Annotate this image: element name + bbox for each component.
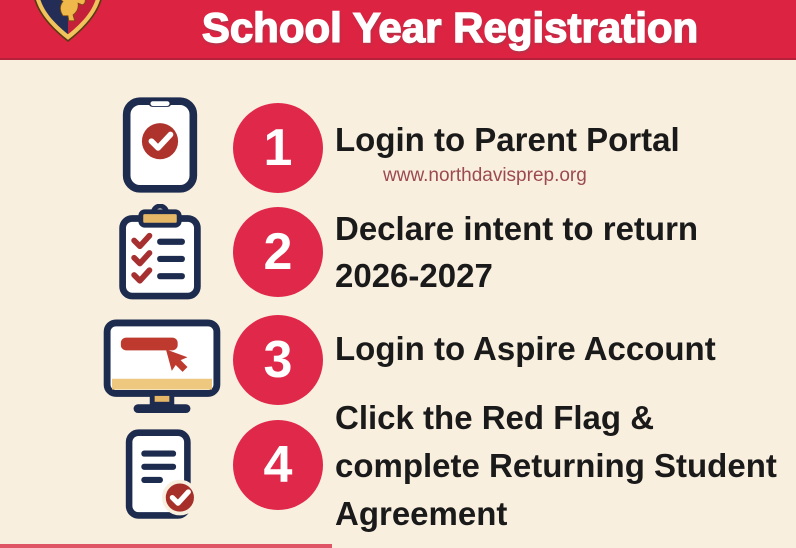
- step-4-line: complete Returning Student: [335, 447, 777, 484]
- step-2-text: [335, 205, 698, 299]
- school-crest-logo-icon: [26, 0, 110, 56]
- step-4-number-badge: [233, 420, 323, 510]
- step-4-text: [335, 394, 777, 538]
- step-3-number: 3: [263, 331, 293, 389]
- step-3-text: [335, 325, 716, 372]
- step-3-number-badge: [233, 315, 323, 405]
- monitor-click-icon: [100, 318, 224, 416]
- step-1-number: 1: [263, 119, 293, 177]
- clipboard-checklist-icon: [114, 204, 206, 300]
- step-1-url: www.northdavisprep.org: [383, 165, 587, 186]
- step-2-line: Declare intent to return: [335, 210, 699, 247]
- header-banner: [0, 0, 796, 60]
- step-4-number: 4: [263, 436, 293, 494]
- bottom-accent-strip: [0, 544, 332, 548]
- step-2-number-badge: [233, 207, 323, 297]
- step-1-line: Login to Parent Portal: [335, 121, 680, 158]
- step-3-line: Login to Aspire Account: [335, 330, 716, 367]
- step-1-number-badge: [233, 103, 323, 193]
- document-check-icon: [118, 428, 206, 522]
- step-2-number: 2: [263, 223, 293, 281]
- step-4-line: Agreement: [335, 495, 508, 532]
- phone-check-icon: [120, 96, 200, 194]
- step-4-line: Click the Red Flag &: [335, 399, 655, 436]
- step-1-text: [335, 116, 680, 187]
- page-title: School Year Registration: [201, 4, 699, 51]
- step-2-line: 2026-2027: [335, 257, 493, 294]
